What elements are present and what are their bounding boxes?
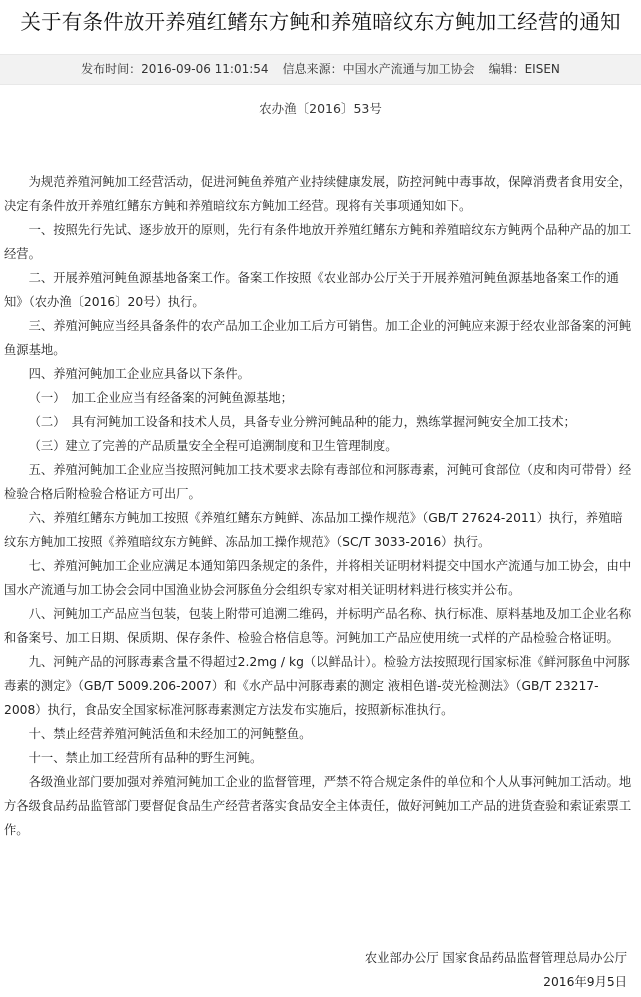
paragraph-item-11: 十一、禁止加工经营所有品种的野生河鲀。: [28, 751, 263, 765]
paragraph-item-6: 六、养殖红鳍东方鲀加工按照《养殖红鳍东方鲀鲜、冻品加工操作规范》（GB/T 27624-2011）执行，养殖暗纹东方鲀加工按照《养殖暗纹东方鲀鲜、冻品加工操作规范》（SC/T 3033-2016）执行。: [4, 511, 623, 549]
paragraph-item-4-1: （一） 加工企业应当有经备案的河鲀鱼源基地；: [28, 391, 293, 405]
paragraph-item-7: 七、养殖河鲀加工企业应满足本通知第四条规定的条件，并将相关证明材料提交中国水产流通与加工协会，由中国水产流通与加工协会会同中国渔业协会河豚鱼分会组织专家对相关证明材料进行核实并公布。: [4, 559, 632, 597]
editor: 编辑：EISEN: [488, 62, 560, 76]
article-meta-bar: [0, 54, 641, 85]
paragraph-intro: 为规范养殖河鲀加工经营活动，促进河鲀鱼养殖产业持续健康发展，防控河鲀中毒事故，保障消费者食用安全，决定有条件放开养殖红鳍东方鲀和养殖暗纹东方鲀加工经营。现将有关事项通知如下。: [4, 175, 632, 213]
paragraph-item-1: 一、按照先行先试、逐步放开的原则，先行有条件地放开养殖红鳍东方鲀和养殖暗纹东方鲀两个品种产品的加工经营。: [4, 223, 632, 261]
info-source: 信息来源：中国水产流通与加工协会: [282, 62, 475, 76]
paragraph-item-9: 九、河鲀产品的河豚毒素含量不得超过2.2mg / kg（以鲜品计）。检验方法按照现行国家标准《鲜河豚鱼中河豚毒素的测定》（GB/T 5009.206-2007）和《水产品中河豚毒素的测定 液相色谱-荧光检测法》（GB/T 23217-2008）执行，食品安全国家标准河豚毒素测定方法发布实施后，按照新标准执行。: [4, 655, 630, 717]
paragraph-item-8: 八、河鲀加工产品应当包装，包装上附带可追溯二维码，并标明产品名称、执行标准、原料基地及加工企业名称和备案号、加工日期、保质期、保存条件、检验合格信息等。河鲀加工产品应使用统一式样的产品检验合格证明。: [4, 607, 632, 645]
paragraph-item-4: 四、养殖河鲀加工企业应具备以下条件。: [28, 367, 250, 381]
article-body: [4, 170, 633, 842]
article-title: 关于有条件放开养殖红鳍东方鲀和养殖暗纹东方鲀加工经营的通知: [20, 10, 621, 34]
document-number: 农办渔〔2016〕53号: [259, 101, 382, 116]
signature-block: [365, 946, 627, 994]
paragraph-item-5: 五、养殖河鲀加工企业应当按照河鲀加工技术要求去除有毒部位和河豚毒素，河鲀可食部位（皮和肉可带骨）经检验合格后附检验合格证方可出厂。: [4, 463, 632, 501]
issuing-authorities: 农业部办公厅 国家食品药品监督管理总局办公厅: [364, 951, 627, 965]
paragraph-item-2: 二、开展养殖河鲀鱼源基地备案工作。备案工作按照《农业部办公厅关于开展养殖河鲀鱼源基地备案工作的通知》（农办渔〔2016〕20号）执行。: [4, 271, 619, 309]
publish-time: 发布时间：2016-09-06 11:01:54: [81, 62, 269, 76]
issue-date: 2016年9月5日: [543, 975, 627, 989]
paragraph-item-4-3: （三）建立了完善的产品质量安全全程可追溯制度和卫生管理制度。: [28, 439, 398, 453]
paragraph-item-4-2: （二） 具有河鲀加工设备和技术人员，具备专业分辨河鲀品种的能力，熟练掌握河鲀安全加工技术；: [28, 415, 576, 429]
paragraph-item-3: 三、养殖河鲀应当经具备条件的农产品加工企业加工后方可销售。加工企业的河鲀应来源于经农业部备案的河鲀鱼源基地。: [4, 319, 632, 357]
paragraph-closing: 各级渔业部门要加强对养殖河鲀加工企业的监督管理，严禁不符合规定条件的单位和个人从事河鲀加工活动。地方各级食品药品监管部门要督促食品生产经营者落实食品安全主体责任，做好河鲀加工产品的进货查验和索证索票工作。: [4, 775, 632, 837]
paragraph-item-10: 十、禁止经营养殖河鲀活鱼和未经加工的河鲀整鱼。: [28, 727, 312, 741]
